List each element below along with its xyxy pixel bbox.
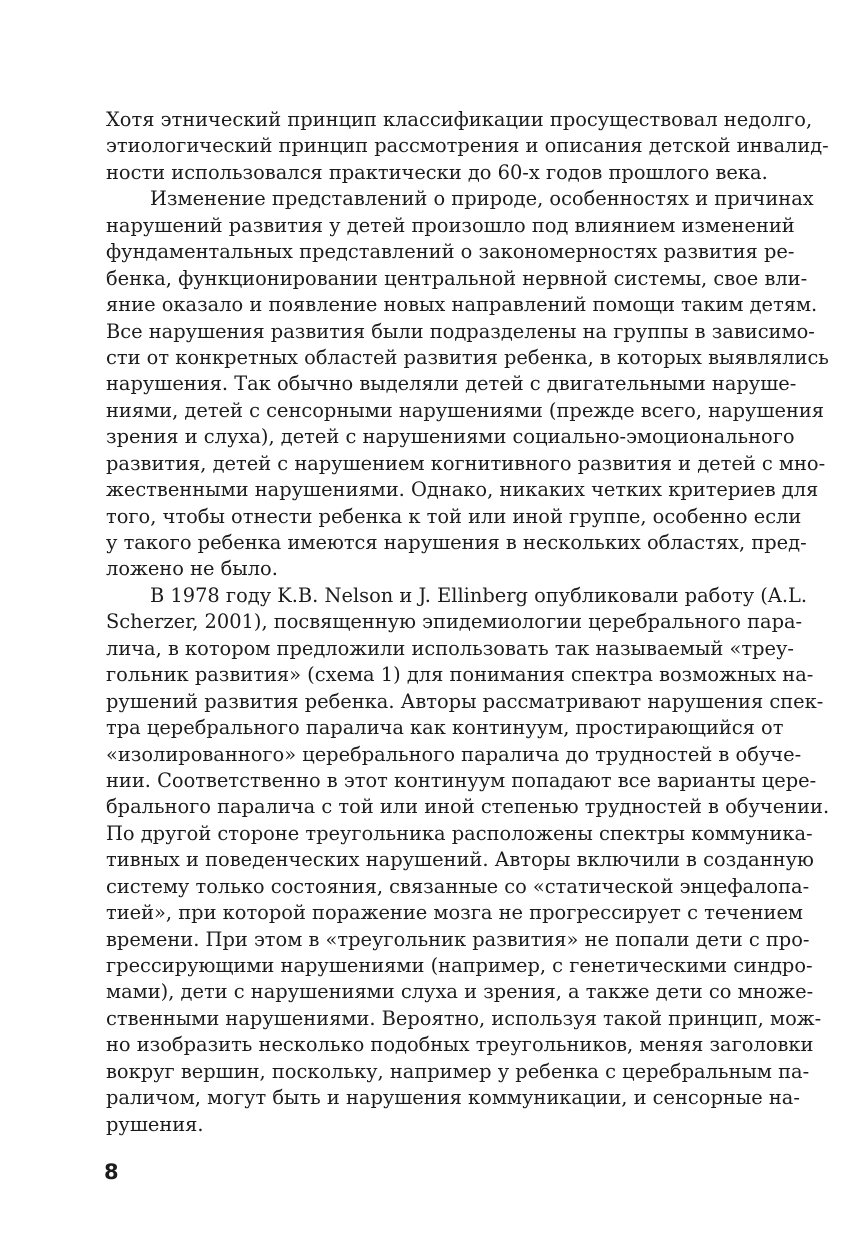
text-line: тивных и поведенческих нарушений. Авторы включили в созданную: [106, 848, 814, 872]
text-line: Scherzer, 2001), посвященную эпидемиологии церебрального пара-: [106, 610, 803, 634]
text-line: жественными нарушениями. Однако, никаких четких критериев для: [106, 478, 819, 502]
text-line: По другой стороне треугольника расположены спектры коммуника-: [106, 821, 813, 845]
text-line: этиологический принцип рассмотрения и описания детской инвалид-: [106, 134, 829, 158]
text-line: яние оказало и появление новых направлений помощи таким детям.: [106, 293, 818, 317]
text-line: у такого ребенка имеются нарушения в нескольких областях, пред-: [106, 531, 807, 554]
text-line: развития, детей с нарушением когнитивного развития и детей с мно-: [106, 451, 826, 475]
text-line: рушений развития ребенка. Авторы рассматривают нарушения спек-: [106, 689, 824, 713]
body-text: [106, 107, 830, 1138]
text-line: тра церебрального паралича как континуум, простирающийся от: [106, 716, 784, 740]
text-line: но изобразить несколько подобных треугольников, меняя заголовки: [106, 1033, 814, 1057]
text-line: зрения и слуха), детей с нарушениями социально-эмоционального: [106, 425, 795, 449]
text-line: фундаментальных представлений о закономерностях развития ре-: [106, 240, 795, 264]
text-line: нии. Соответственно в этот континуум попадают все варианты цере-: [106, 768, 817, 792]
text-line: лича, в котором предложили использовать так называемый «треу-: [106, 636, 794, 660]
text-line: Хотя этнический принцип классификации просуществовал недолго,: [106, 108, 813, 131]
text-line: нарушения. Так обычно выделяли детей с двигательными наруше-: [106, 372, 797, 396]
paragraph-start-line: В 1978 году K.B. Nelson и J. Ellinberg опубликовали работу (A.L.: [150, 583, 808, 607]
paragraph-start-line: Изменение представлений о природе, особенностях и причинах: [150, 187, 814, 211]
text-line: грессирующими нарушениями (например, с генетическими синдро-: [106, 954, 813, 977]
text-line: ложено не было.: [106, 557, 278, 581]
text-line: нарушений развития у детей произошло под влиянием изменений: [106, 213, 795, 237]
text-line: сти от конкретных областей развития ребенка, в которых выявлялись: [106, 345, 829, 369]
text-line: ниями, детей с сенсорными нарушениями (прежде всего, нарушения: [106, 398, 825, 422]
text-line: мами), дети с нарушениями слуха и зрения, а также дети со множе-: [106, 980, 814, 1004]
text-line: вокруг вершин, поскольку, например у ребенка с церебральным па-: [106, 1059, 810, 1083]
text-line: бенка, функционировании центральной нервной системы, свое вли-: [106, 266, 808, 290]
text-line: ственными нарушениями. Вероятно, используя такой принцип, мож-: [106, 1006, 822, 1030]
text-line: рушения.: [106, 1112, 204, 1136]
text-line: тией», при которой поражение мозга не прогрессирует с течением: [106, 901, 804, 925]
page-number: 8: [104, 1160, 119, 1184]
text-line: «изолированного» церебрального паралича до трудностей в обуче-: [106, 742, 802, 766]
text-line: раличом, могут быть и нарушения коммуникации, и сенсорные на-: [106, 1086, 800, 1110]
text-line: времени. При этом в «треугольник развития» не попали дети с про-: [106, 927, 810, 951]
text-line: гольник развития» (схема 1) для понимания спектра возможных на-: [106, 663, 814, 687]
text-line: ности использовался практически до 60-х годов прошлого века.: [106, 160, 768, 184]
text-line: систему только состояния, связанные со «статической энцефалопа-: [106, 874, 810, 898]
text-line: того, чтобы отнести ребенка к той или иной группе, особенно если: [106, 504, 802, 528]
text-line: Все нарушения развития были подразделены на группы в зависимо-: [106, 319, 815, 343]
text-line: брального паралича с той или иной степенью трудностей в обучении.: [106, 795, 830, 819]
